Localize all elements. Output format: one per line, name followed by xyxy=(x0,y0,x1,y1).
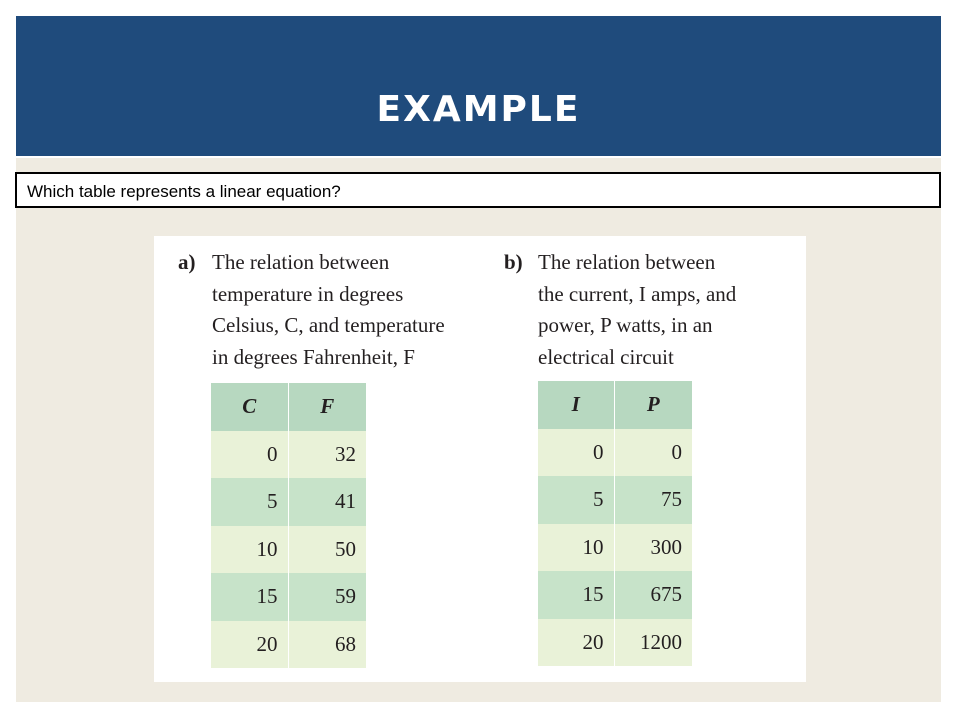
part-b-label: b) xyxy=(504,250,523,274)
table-cell: 5 xyxy=(538,476,614,524)
question-text: Which table represents a linear equation? xyxy=(27,182,341,201)
table-cell: 68 xyxy=(288,621,366,669)
table-cell: 300 xyxy=(614,524,692,572)
table-a xyxy=(211,383,366,668)
table-cell: 20 xyxy=(538,619,614,667)
table-row xyxy=(211,478,366,526)
table-cell: 0 xyxy=(538,429,614,477)
table-row xyxy=(538,429,692,477)
part-a-line-2: temperature in degrees xyxy=(212,281,404,306)
part-a-line-3: Celsius, C, and temperature xyxy=(212,313,445,337)
table-cell: 15 xyxy=(538,571,614,619)
table-a-col-c: C xyxy=(211,383,288,431)
part-a-line-1: The relation between xyxy=(212,250,390,274)
table-a-header-row xyxy=(211,383,366,431)
title-banner xyxy=(16,16,941,156)
table-cell: 59 xyxy=(288,573,366,621)
table-b-col-p: P xyxy=(614,381,692,429)
table-cell: 10 xyxy=(538,524,614,572)
table-row xyxy=(538,619,692,667)
table-row xyxy=(538,476,692,524)
table-cell: 10 xyxy=(211,526,288,574)
table-a-col-f: F xyxy=(288,383,366,431)
table-cell: 0 xyxy=(211,431,288,479)
table-cell: 75 xyxy=(614,476,692,524)
part-b-line-1: The relation between xyxy=(538,250,716,274)
part-a-label: a) xyxy=(178,250,196,274)
table-cell: 0 xyxy=(614,429,692,477)
table-row xyxy=(538,571,692,619)
tables-figure xyxy=(154,236,806,682)
table-row xyxy=(211,621,366,669)
table-row xyxy=(211,526,366,574)
table-cell: 5 xyxy=(211,478,288,526)
table-cell: 32 xyxy=(288,431,366,479)
table-cell: 15 xyxy=(211,573,288,621)
part-b-line-3: power, P watts, in an xyxy=(538,313,713,337)
table-b xyxy=(538,381,692,666)
slide-title: EXAMPLE xyxy=(376,89,581,130)
question-box xyxy=(15,172,941,208)
table-cell: 50 xyxy=(288,526,366,574)
table-b-col-i: I xyxy=(538,381,614,429)
table-row xyxy=(211,431,366,479)
table-cell: 1200 xyxy=(614,619,692,667)
part-b-line-2: the current, I amps, and xyxy=(538,281,737,306)
table-cell: 20 xyxy=(211,621,288,669)
table-b-header-row xyxy=(538,381,692,429)
part-b-line-4: electrical circuit xyxy=(538,344,674,369)
table-row xyxy=(538,524,692,572)
part-a-line-4: in degrees Fahrenheit, F xyxy=(212,344,415,369)
table-cell: 41 xyxy=(288,478,366,526)
table-cell: 675 xyxy=(614,571,692,619)
table-row xyxy=(211,573,366,621)
